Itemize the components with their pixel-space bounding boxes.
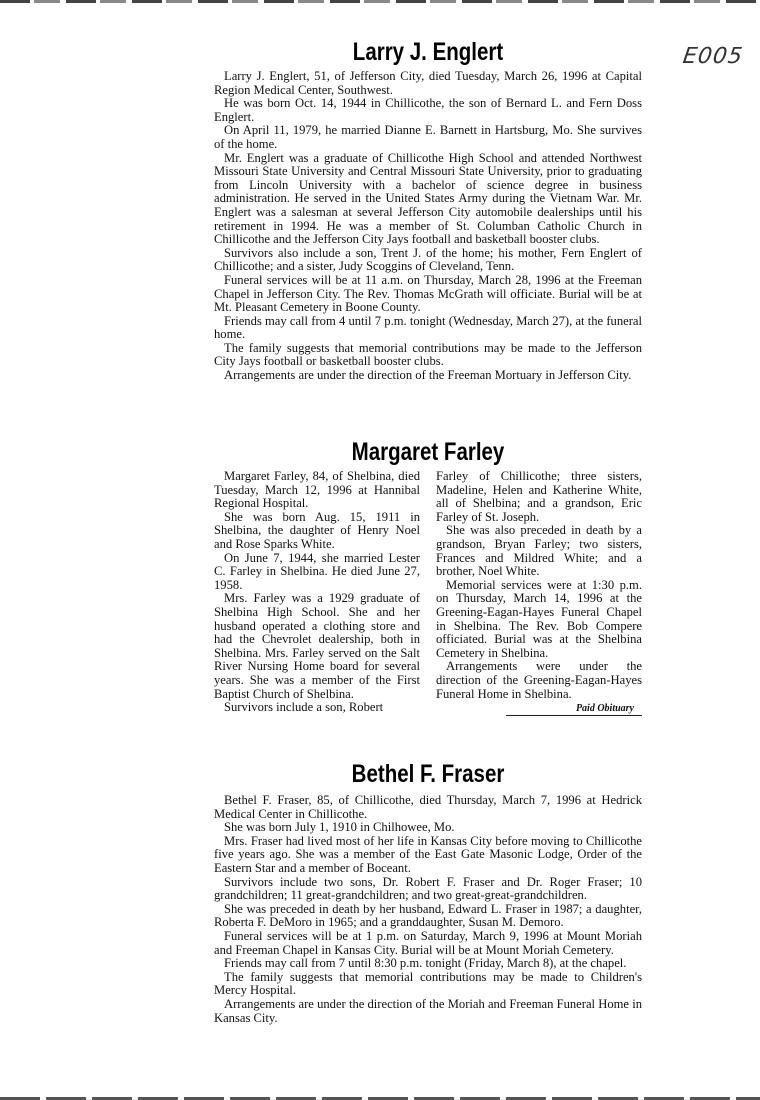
paragraph: Arrangements are under the direction of the Freeman Mortuary in Jefferson City. (224, 368, 632, 383)
paragraph: Mr. Englert was a graduate of Chillicothe High School and attended Northwest Missouri State University and Central Missouri State University, prior to graduating from Lincoln University with a bachelor of science degree in business administration. He served in the United States Army during the Vietnam War. Mr. Englert was a salesman at several Jefferson City automobile dealerships until his retirement in 1994. He was a member of St. Columban Catholic Church in Chillicothe and the Jefferson City Jays football and basketball booster clubs. (214, 150, 642, 247)
obituary-body (214, 470, 642, 716)
paragraph: Arrangements were under the direction of the Greening-Eagan-Hayes Funeral Home in Shelbina. (436, 659, 642, 701)
paragraph: The family suggests that memorial contributions may be made to Children's Mercy Hospital. (214, 969, 642, 998)
paragraph: She was born July 1, 1910 in Chilhowee, Mo. (224, 820, 455, 835)
paragraph: Friends may call from 4 until 7 p.m. tonight (Wednesday, March 27), at the funeral home. (214, 313, 642, 342)
paragraph: Margaret Farley, 84, of Shelbina, died Tuesday, March 12, 1996 at Hannibal Regional Hospital. (214, 469, 420, 511)
obituary-body (214, 794, 642, 1025)
paragraph: She was born Aug. 15, 1911 in Shelbina, the daughter of Henry Noel and Rose Sparks White. (214, 509, 420, 551)
paragraph: Mrs. Farley was a 1929 graduate of Shelbina High School. She and her husband operated a clothing store and had the Chevrolet dealership, both in Shelbina. Mrs. Farley served on the Salt River Nursing Home board for several years. She was a member of the First Baptist Church of Shelbina. (214, 591, 420, 701)
left-column (214, 470, 420, 716)
obituary-body (214, 70, 642, 383)
right-column (436, 470, 642, 716)
divider (506, 715, 642, 716)
paragraph: He was born Oct. 14, 1944 in Chillicothe, the son of Bernard L. and Fern Doss Englert. (214, 96, 642, 124)
obituary-fraser (214, 760, 642, 1025)
paragraph: Farley of Chillicothe; three sisters, Madeline, Helen and Katherine White, all of Shelbina; and a grandson, Eric Farley of St. Joseph. (436, 469, 642, 524)
scan-edge-top (0, 0, 760, 3)
paragraph: Survivors also include a son, Trent J. of the home; his mother, Fern Englert of Chillicothe; and a sister, Judy Scoggins of Cleveland, Tenn. (214, 245, 642, 274)
paragraph: Larry J. Englert, 51, of Jefferson City, died Tuesday, March 26, 1996 at Capital Region Medical Center, Southwest. (214, 69, 642, 97)
obituary-name: Bethel F. Fraser (351, 760, 505, 788)
handwritten-document-code: E005 (681, 44, 745, 69)
paragraph: The family suggests that memorial contributions may be made to the Jefferson City Jays football or basketball booster clubs. (214, 340, 642, 369)
paragraph: Friends may call from 7 until 8:30 p.m. tonight (Friday, March 8), at the chapel. (224, 956, 627, 971)
paragraph: Survivors include a son, Robert (224, 700, 384, 715)
paragraph: Memorial services were at 1:30 p.m. on Thursday, March 14, 1996 at the Greening-Eagan-Hayes Funeral Chapel in Shelbina. The Rev. Bob Compere officiated. Burial was at the Shelbina Cemetery in Shelbina. (436, 577, 642, 660)
paid-obituary-label: Paid Obituary (575, 703, 634, 715)
paragraph: Mrs. Fraser had lived most of her life in Kansas City before moving to Chillicothe five years ago. She was a member of the East Gate Masonic Lodge, Order of the Eastern Star and a member of Boceant. (214, 833, 642, 875)
paragraph: She was preceded in death by her husband, Edward L. Fraser in 1987; a daughter, Roberta F. DeMoro in 1965; and a granddaughter, Susan M. Demoro. (214, 901, 642, 930)
paragraph: On April 11, 1979, he married Dianne E. Barnett in Hartsburg, Mo. She survives of the home. (214, 123, 642, 151)
paragraph: Funeral services will be at 11 a.m. on Thursday, March 28, 1996 at the Freeman Chapel in Jefferson City. The Rev. Thomas McGrath will officiate. Burial will be at Mt. Pleasant Cemetery in Boone County. (214, 272, 642, 315)
paragraph: On June 7, 1944, she married Lester C. Farley in Shelbina. He died June 27, 1958. (214, 550, 420, 592)
obituary-name: Margaret Farley (351, 438, 505, 466)
obituary-name: Larry J. Englert (352, 38, 504, 66)
paragraph: Bethel F. Fraser, 85, of Chillicothe, died Thursday, March 7, 1996 at Hedrick Medical Center in Chillicothe. (214, 793, 642, 821)
paragraph: Survivors include two sons, Dr. Robert F. Fraser and Dr. Roger Fraser; 10 grandchildren; 11 great-grandchildren; and two great-great-grandchildren. (214, 874, 642, 903)
paragraph: Arrangements are under the direction of the Moriah and Freeman Funeral Home in Kansas City. (214, 996, 642, 1025)
obituary-farley (214, 438, 642, 716)
paragraph: Funeral services will be at 1 p.m. on Saturday, March 9, 1996 at Mount Moriah and Freeman Chapel in Kansas City. Burial will be at Mount Moriah Cemetery. (214, 928, 642, 957)
paragraph: She was also preceded in death by a grandson, Bryan Farley; two sisters, Frances and Mildred White; and a brother, Noel White. (436, 523, 642, 579)
obituary-englert (214, 38, 642, 383)
